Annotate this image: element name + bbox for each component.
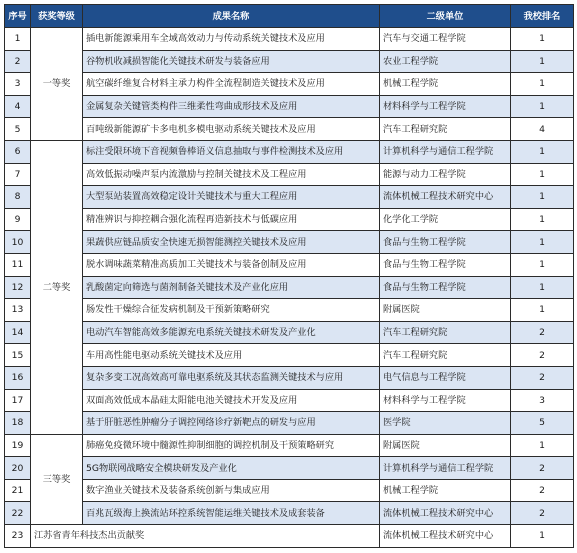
row-rank: 4 xyxy=(511,118,574,141)
row-name: 航空碳纤维复合材料主承力构件全流程制造关键技术及应用 xyxy=(83,73,380,96)
row-unit: 化学化工学院 xyxy=(380,208,511,231)
row-no: 8 xyxy=(5,186,31,209)
row-rank: 2 xyxy=(511,321,574,344)
row-no: 18 xyxy=(5,412,31,435)
row-name: 车用高性能电驱动系统关键技术及应用 xyxy=(83,344,380,367)
row-no: 16 xyxy=(5,366,31,389)
header-rank: 我校排名 xyxy=(511,5,574,28)
table-row xyxy=(5,186,574,209)
row-unit: 流体机械工程技术研究中心 xyxy=(380,186,511,209)
row-name: 百兆瓦级海上换流站环控系统智能运维关键技术及成套装备 xyxy=(83,502,380,525)
table-row xyxy=(5,321,574,344)
row-name: 复杂多变工况高效高可靠电驱系统及其状态监测关键技术与应用 xyxy=(83,366,380,389)
row-no: 9 xyxy=(5,208,31,231)
table-row xyxy=(5,276,574,299)
table-row xyxy=(5,525,574,548)
row-rank: 1 xyxy=(511,208,574,231)
row-unit: 能源与动力工程学院 xyxy=(380,163,511,186)
row-name: 标注受限环境下音视频鲁棒语义信息抽取与事件检测技术及应用 xyxy=(83,140,380,163)
row-rank: 2 xyxy=(511,457,574,480)
table-header-row xyxy=(5,5,574,28)
row-name: 果蔬供应链品质安全快速无损智能测控关键技术及应用 xyxy=(83,231,380,254)
row-rank: 1 xyxy=(511,73,574,96)
header-no: 序号 xyxy=(5,5,31,28)
row-unit: 流体机械工程技术研究中心 xyxy=(380,525,511,548)
table-row xyxy=(5,28,574,51)
row-name: 肺癌免疫微环境中髓源性抑制细胞的调控机制及干预策略研究 xyxy=(83,434,380,457)
row-name: 金属复杂关键管类构件三维柔性弯曲成形技术及应用 xyxy=(83,95,380,118)
row-unit: 汽车工程研究院 xyxy=(380,118,511,141)
row-unit: 农业工程学院 xyxy=(380,50,511,73)
row-unit: 食品与生物工程学院 xyxy=(380,231,511,254)
row-rank: 5 xyxy=(511,412,574,435)
row-unit: 汽车工程研究院 xyxy=(380,321,511,344)
row-name: 精准辨识与抑控耦合强化流程再造新技术与低碳应用 xyxy=(83,208,380,231)
row-no: 17 xyxy=(5,389,31,412)
table-row xyxy=(5,389,574,412)
row-rank: 2 xyxy=(511,344,574,367)
row-unit: 材料科学与工程学院 xyxy=(380,389,511,412)
row-unit: 计算机科学与通信工程学院 xyxy=(380,457,511,480)
row-unit: 机械工程学院 xyxy=(380,479,511,502)
table-row xyxy=(5,366,574,389)
award-level-second: 二等奖 xyxy=(31,140,83,434)
table-row xyxy=(5,344,574,367)
row-name: 江苏省青年科技杰出贡献奖 xyxy=(31,525,380,548)
row-name: 肠发性干燥综合征发病机制及干预新策略研究 xyxy=(83,299,380,322)
row-name: 乳酸菌定向筛选与菌剂制备关键技术及产业化应用 xyxy=(83,276,380,299)
row-no: 20 xyxy=(5,457,31,480)
table-row xyxy=(5,118,574,141)
row-name: 双面高效低成本晶硅太阳能电池关键技术开发及应用 xyxy=(83,389,380,412)
table-row xyxy=(5,253,574,276)
row-name: 插电新能源乘用车全域高效动力与传动系统关键技术及应用 xyxy=(83,28,380,51)
table-row xyxy=(5,457,574,480)
awards-table xyxy=(4,4,574,548)
row-unit: 附属医院 xyxy=(380,434,511,457)
row-rank: 1 xyxy=(511,140,574,163)
row-no: 21 xyxy=(5,479,31,502)
row-rank: 2 xyxy=(511,366,574,389)
row-rank: 1 xyxy=(511,276,574,299)
table-row xyxy=(5,208,574,231)
row-rank: 1 xyxy=(511,95,574,118)
row-no: 5 xyxy=(5,118,31,141)
row-rank: 1 xyxy=(511,28,574,51)
row-name: 百吨级新能源矿卡多电机多模电驱动系统关键技术及应用 xyxy=(83,118,380,141)
table-row xyxy=(5,50,574,73)
row-name: 大型泵站装置高效稳定设计关键技术与重大工程应用 xyxy=(83,186,380,209)
row-no: 13 xyxy=(5,299,31,322)
row-no: 12 xyxy=(5,276,31,299)
award-level-third: 三等奖 xyxy=(31,434,83,524)
row-unit: 流体机械工程技术研究中心 xyxy=(380,502,511,525)
row-unit: 食品与生物工程学院 xyxy=(380,276,511,299)
row-no: 3 xyxy=(5,73,31,96)
row-name: 电动汽车智能高效多能源充电系统关键技术研发及产业化 xyxy=(83,321,380,344)
row-rank: 1 xyxy=(511,186,574,209)
table-row xyxy=(5,231,574,254)
header-name: 成果名称 xyxy=(83,5,380,28)
row-unit: 汽车与交通工程学院 xyxy=(380,28,511,51)
row-no: 7 xyxy=(5,163,31,186)
row-name: 基于肝脏恶性肿瘤分子调控网络诊疗新靶点的研发与应用 xyxy=(83,412,380,435)
row-no: 14 xyxy=(5,321,31,344)
row-rank: 1 xyxy=(511,231,574,254)
row-rank: 1 xyxy=(511,434,574,457)
header-level: 获奖等级 xyxy=(31,5,83,28)
awards-table-container xyxy=(4,4,573,548)
row-name: 数字渔业关键技术及装备系统创新与集成应用 xyxy=(83,479,380,502)
row-rank: 3 xyxy=(511,389,574,412)
row-rank: 1 xyxy=(511,525,574,548)
row-no: 23 xyxy=(5,525,31,548)
table-row xyxy=(5,73,574,96)
row-rank: 1 xyxy=(511,253,574,276)
table-row xyxy=(5,502,574,525)
table-row xyxy=(5,412,574,435)
row-no: 1 xyxy=(5,28,31,51)
table-row xyxy=(5,299,574,322)
table-row xyxy=(5,479,574,502)
header-unit: 二级单位 xyxy=(380,5,511,28)
row-no: 19 xyxy=(5,434,31,457)
row-rank: 1 xyxy=(511,50,574,73)
row-unit: 机械工程学院 xyxy=(380,73,511,96)
row-no: 10 xyxy=(5,231,31,254)
row-rank: 1 xyxy=(511,163,574,186)
row-no: 6 xyxy=(5,140,31,163)
row-unit: 汽车工程研究院 xyxy=(380,344,511,367)
row-unit: 医学院 xyxy=(380,412,511,435)
row-unit: 计算机科学与通信工程学院 xyxy=(380,140,511,163)
row-name: 高效低振动噪声泵内流激励与控制关键技术及工程应用 xyxy=(83,163,380,186)
row-no: 22 xyxy=(5,502,31,525)
row-unit: 食品与生物工程学院 xyxy=(380,253,511,276)
row-no: 2 xyxy=(5,50,31,73)
table-row xyxy=(5,140,574,163)
table-row xyxy=(5,95,574,118)
row-name: 5G物联网战略安全模块研发及产业化 xyxy=(83,457,380,480)
row-rank: 1 xyxy=(511,299,574,322)
row-rank: 2 xyxy=(511,502,574,525)
row-no: 4 xyxy=(5,95,31,118)
row-name: 脱水调味蔬菜精准高质加工关键技术与装备创制及应用 xyxy=(83,253,380,276)
row-name: 谷物机收减损智能化关键技术研发与装备应用 xyxy=(83,50,380,73)
row-rank: 2 xyxy=(511,479,574,502)
award-level-first: 一等奖 xyxy=(31,28,83,141)
table-row xyxy=(5,163,574,186)
row-unit: 材料科学与工程学院 xyxy=(380,95,511,118)
row-unit: 电气信息与工程学院 xyxy=(380,366,511,389)
row-no: 15 xyxy=(5,344,31,367)
table-row xyxy=(5,434,574,457)
table-body xyxy=(5,28,574,548)
row-unit: 附属医院 xyxy=(380,299,511,322)
row-no: 11 xyxy=(5,253,31,276)
